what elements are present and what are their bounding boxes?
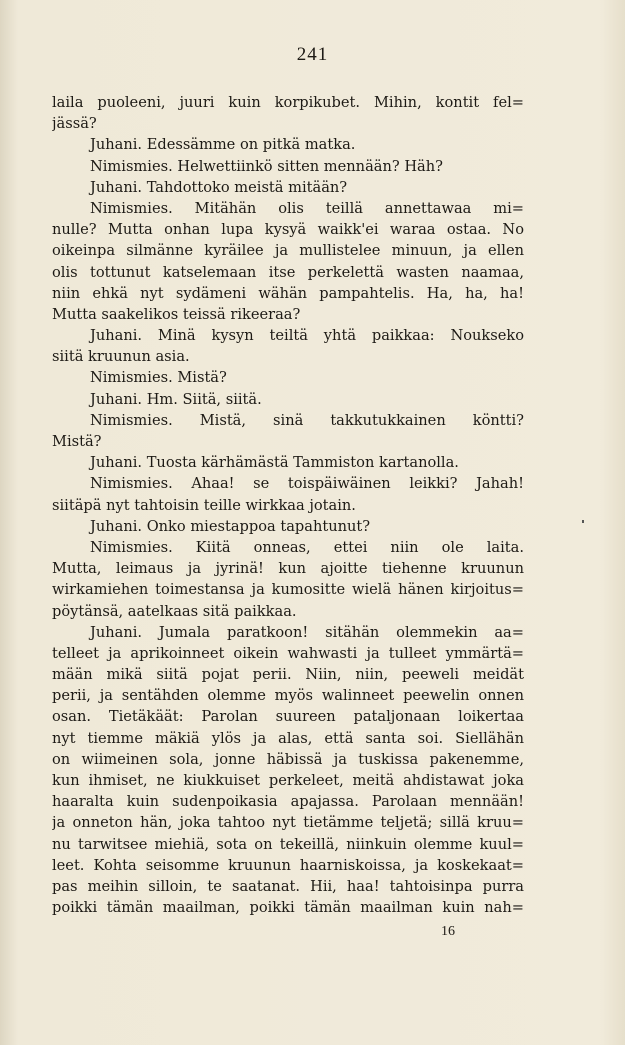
page-number: 241 [296,44,329,65]
text-line: Juhani. Jumala paratkoon! sitähän olemmekin aa= [90,623,524,641]
text-line: Mistä? [52,433,102,450]
text-line: Juhani. Minä kysyn teiltä yhtä paikkaa: Noukseko [90,327,524,345]
text-line: Nimismies. Mistä, sinä takkutukkainen köntti? [90,411,524,429]
text-line: leet. Kohta seisomme kruunun haarniskoissa, ja koskekaat= [52,856,524,874]
text-line: Nimismies. Mistä? [90,369,227,387]
text-line: Nimismies. Ahaa! se toispäiwäinen leikki? Jahah! [90,475,524,493]
text-line: Nimismies. Kiitä onneas, ettei niin ole laita. [90,538,524,556]
text-line: nulle? Mutta onhan lupa kysyä waikk'ei waraa ostaa. No [52,221,524,239]
text-line: telleet ja aprikoinneet oikein wahwasti ja tulleet ymmärtä= [52,644,524,662]
text-line: jässä? [52,115,97,133]
print-speck [582,520,584,523]
text-line: oikeinpa silmänne kyräilee ja mullistelee minuun, ja ellen [52,242,524,260]
text-line: wirkamiehen toimestansa ja kumositte wielä hänen kirjoitus= [52,581,524,599]
text-line: Juhani. Hm. Siitä, siitä. [90,390,262,408]
text-line: Mutta saakelikos teissä rikeeraa? [52,305,301,323]
text-line: niin ehkä nyt sydämeni wähän pampahtelis. Ha, ha, ha! [52,284,524,302]
text-line: nyt tiemme mäkiä ylös ja alas, että santa soi. Siellähän [52,729,524,747]
text-line: perii, ja sentähden olemme myös walinneet peewelin onnen [52,687,524,705]
text-line: mään mikä siitä pojat perii. Niin, niin, peeweli meidät [52,666,524,684]
text-line: pöytänsä, aatelkaas sitä paikkaa. [52,602,297,620]
text-line: Juhani. Onko miestappoa tapahtunut? [90,517,371,535]
text-line: Mutta, leimaus ja jyrinä! kun ajoitte tiehenne kruunun [52,560,524,578]
text-line: on wiimeinen sola, jonne häbissä ja tuskissa pakenemme, [52,750,524,768]
text-line: ja onneton hän, joka tahtoo nyt tietämme teljetä; sillä kruu= [52,814,524,832]
text-line: laila puoleeni, juuri kuin korpikubet. Mihin, kontit fel= [52,94,524,111]
text-line: Juhani. Edessämme on pitkä matka. [90,136,356,154]
text-line: Juhani. Tuosta kärhämästä Tammiston kartanolla. [90,454,459,472]
text-line: siitä kruunun asia. [52,348,190,366]
text-line: kun ihmiset, ne kiukkuiset perkeleet, meitä ahdistawat joka [52,772,524,789]
text-line: haaralta kuin sudenpoikasia apajassa. Parolaan mennään! [52,793,524,811]
signature-mark: 16 [441,924,455,939]
body-text [52,92,524,918]
text-line: siitäpä nyt tahtoisin teille wirkkaa jotain. [52,496,356,514]
text-line: Nimismies. Helwettiinkö sitten mennään? Häh? [90,157,443,175]
text-line: pas meihin silloin, te saatanat. Hii, haa! tahtoisinpa purra [52,877,524,895]
text-line: Juhani. Tahdottoko meistä mitään? [90,178,348,196]
text-line: osan. Tietäkäät: Parolan suureen pataljonaan loikertaa [52,708,524,726]
text-line: Nimismies. Mitähän olis teillä annettawaa mi= [90,199,524,217]
text-line: nu tarwitsee miehiä, sota on tekeillä, niinkuin olemme kuul= [52,835,524,853]
text-line: olis tottunut katselemaan itse perkelettä wasten naamaa, [52,263,524,281]
text-line: poikki tämän maailman, poikki tämän maailman kuin nah= [52,899,524,917]
